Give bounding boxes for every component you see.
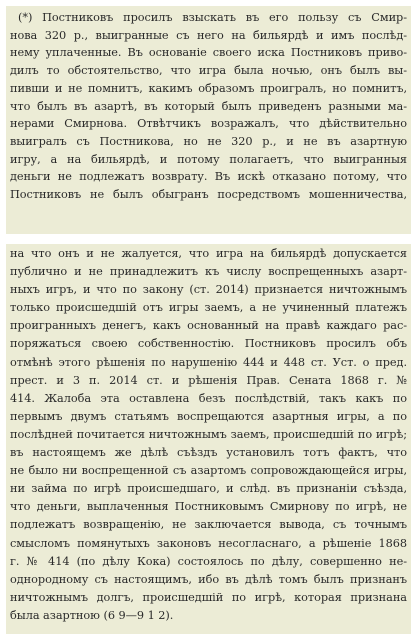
text-fragment-bottom: [6, 244, 411, 634]
text-line: нерами Смирнова. Отвѣтчикъ возражалъ, что дѣйствительно: [10, 117, 407, 131]
text-line: выигралъ съ Постникова, но не 320 р., и не въ азартную: [10, 134, 407, 148]
fragment-top-body: [6, 6, 411, 204]
text-line: дилъ то обстоятельство, что игра была ночью, онъ былъ вы-: [10, 64, 407, 78]
text-line: 414. Жалоба эта оставлена безъ послѣдствій, такъ какъ по: [10, 391, 407, 405]
text-line: игру, а на бильярдѣ, и потому полагаетъ, что выигранныя: [10, 152, 407, 166]
text-line: проигранныхъ денегъ, какъ основанный на правѣ каждаго рас-: [10, 319, 407, 333]
fragment-bottom-body: [6, 244, 411, 625]
text-line: ныхъ игръ, и что по закону (ст. 2014) признается ничтожнымъ: [10, 283, 407, 297]
text-line: первымъ двумъ статьямъ воспрещаются азартныя игры, а по: [10, 409, 407, 423]
text-line: нова 320 р., выигранные съ него на бильярдѣ и имъ послѣд-: [10, 28, 407, 42]
text-line: подлежатъ возвращенію, не заключается вывода, съ точнымъ: [10, 518, 407, 532]
text-line: на что онъ и не жалуется, что игра на бильярдѣ допускается: [10, 247, 407, 260]
text-line: поряжаться своею собственностію. Постниковъ просилъ объ: [10, 337, 407, 351]
text-line: отмѣнѣ этого рѣшенія по нарушенію 444 и 448 ст. Уст. о пред.: [10, 355, 407, 369]
text-line: прест. и 3 п. 2014 ст. и рѣшенія Прав. Сената 1868 г. №: [10, 373, 407, 387]
text-line: Постниковъ не былъ обыгранъ посредствомъ мошенничества,: [10, 188, 407, 202]
text-line: что деньги, выплаченныя Постниковымъ Смирнову по игрѣ, не: [10, 500, 407, 514]
text-line: смысломъ помянутыхъ законовъ несогласнаго, а рѣшеніе 1868: [10, 536, 407, 550]
text-line: (*) Постниковъ просилъ взыскать въ его пользу съ Смир-: [18, 11, 407, 24]
text-line: была азартною (6 9—9 1 2).: [10, 608, 174, 622]
text-line: что былъ въ азартѣ, въ который былъ приведенъ разными ма-: [10, 99, 407, 113]
text-line: въ настоящемъ же дѣлѣ съѣздъ установилъ тотъ фактъ, что: [10, 446, 407, 460]
text-line: послѣдней почитается ничтожнымъ заемъ, происшедшій по игрѣ;: [10, 427, 407, 441]
text-line: публично и не принадлежитъ къ числу воспрещенныхъ азарт-: [10, 265, 407, 279]
text-line: только происшедшій отъ игры заемъ, а не учиненный платежъ: [10, 301, 407, 315]
text-fragment-top: [6, 6, 411, 234]
text-line: пивши и не помнитъ, какимъ образомъ проигралъ, но помнитъ,: [10, 81, 407, 95]
text-line: не было ни воспрещенной съ азартомъ сопровождающейся игры,: [10, 464, 407, 478]
text-line: однородному съ настоящимъ, ибо въ дѣлѣ томъ былъ признанъ: [10, 572, 407, 586]
text-line: нему уплаченные. Въ основаніе своего иска Постниковъ приво-: [10, 46, 407, 60]
text-line: деньги не подлежатъ возврату. Въ искѣ отказано потому, что: [10, 170, 407, 184]
text-line: г. № 414 (по дѣлу Кока) состоялось по дѣлу, совершенно не-: [10, 554, 407, 568]
text-line: ни займа по игрѣ происшедшаго, и слѣд. въ признаніи съѣзда,: [10, 482, 407, 496]
text-line: ничтожнымъ долгъ, происшедшій по игрѣ, которая признана: [10, 590, 407, 604]
